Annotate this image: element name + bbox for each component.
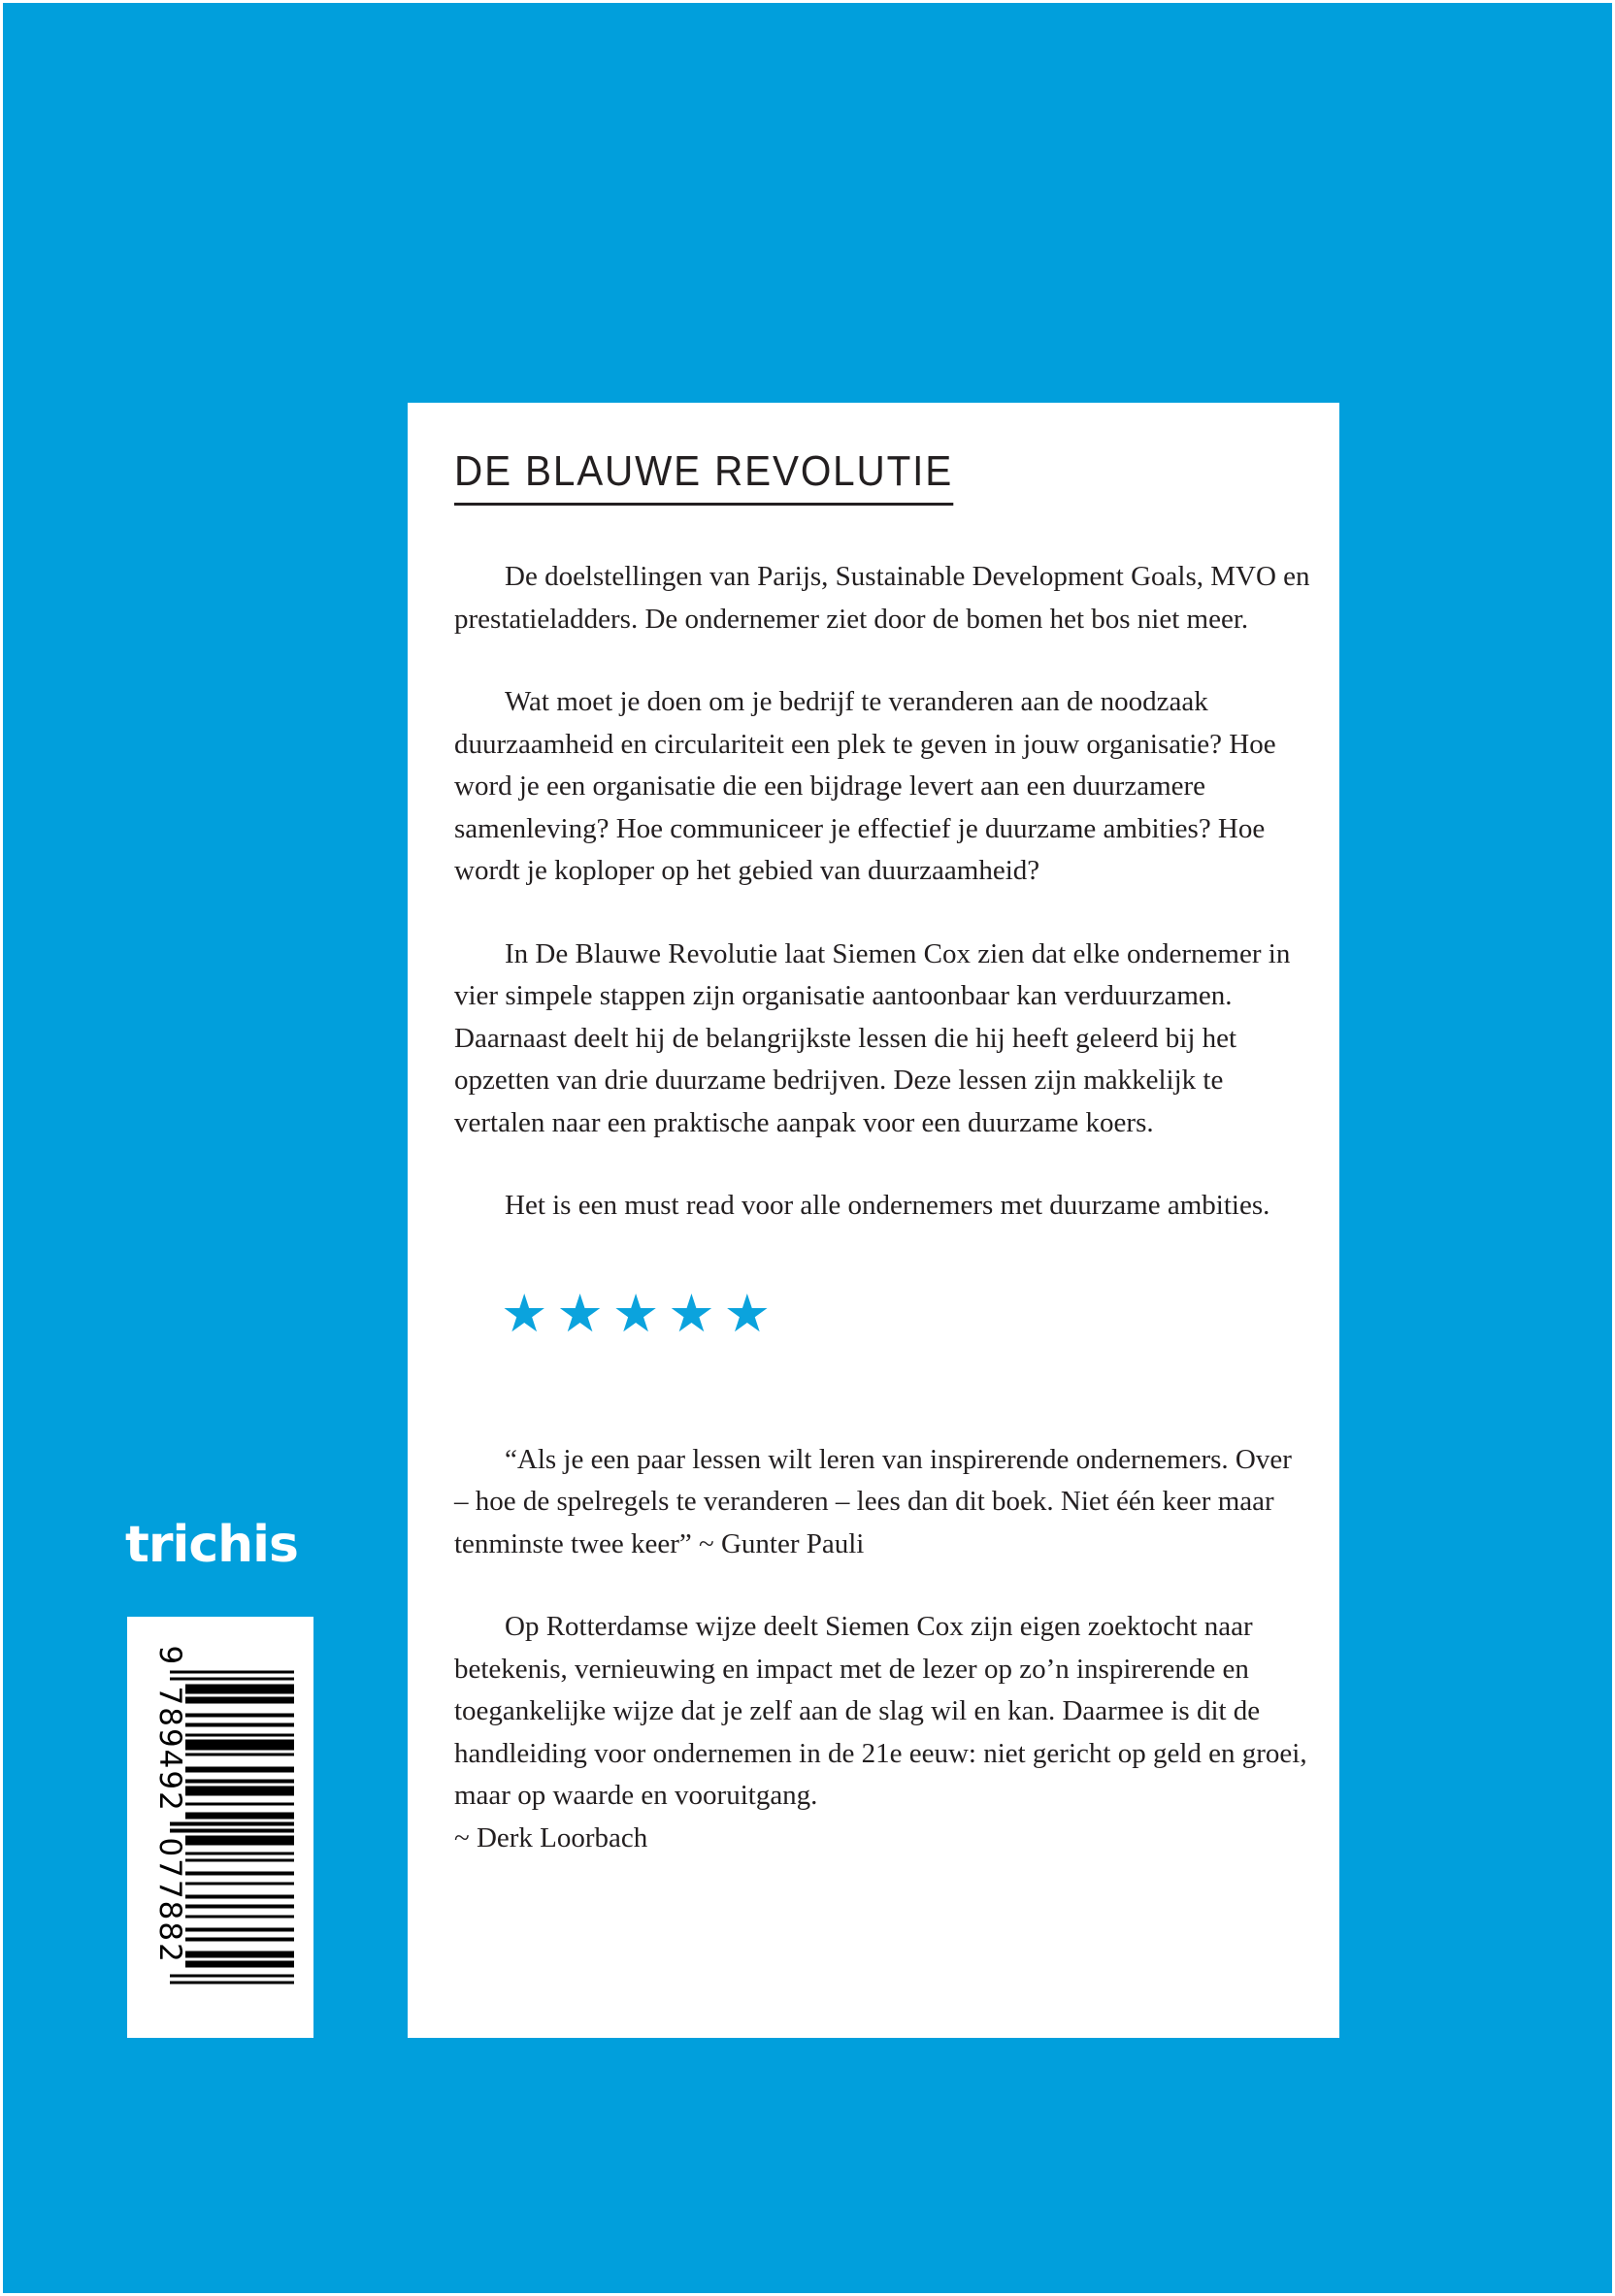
back-cover-text-panel [408,403,1339,2038]
barcode [147,1645,294,1998]
quote-attribution: ~ Derk Loorbach [454,1821,648,1853]
quote-gunter-pauli: “Als je een paar lessen wilt leren van inspirerende ondernemers. Over – hoe de spelregels te veranderen – lees dan dit boek. Niet één keer maar tenminste twee keer” ~ Gunter Pauli [454,1443,1292,1559]
synopsis-paragraph: Wat moet je doen om je bedrijf te veranderen aan de noodzaak duurzaamheid en circulariteit een plek te geven in jouw organisatie? Hoe word je een organisatie die een bijdrage levert aan een duurzamere samenleving? Hoe communiceer je effectief je duurzame ambities? Hoe wordt je koploper op het gebied van duurzaamheid? [454,686,1276,886]
book-title: DE BLAUWE REVOLUTIE [454,447,953,506]
publisher-logo-trichis: trichis [125,1516,298,1574]
barcode-digit-group-2: 077882 [152,1837,187,1964]
quote-derk-loorbach: Op Rotterdamse wijze deelt Siemen Cox zijn eigen zoektocht naar betekenis, vernieuwing en impact met de lezer op zo’n inspirerende en toegankelijke wijze dat je zelf aan de slag wil en kan. Daarmee is dit de handleiding voor ondernemen in de 21e eeuw: niet gericht op geld en groei, maar op waarde en vooruitgang. [454,1611,1307,1811]
synopsis [454,556,1312,1859]
barcode-digit-group-1: 789492 [152,1686,187,1813]
barcode-panel [127,1617,313,2038]
barcode-lead-digit: 9 [152,1645,187,1665]
synopsis-paragraph: De doelstellingen van Parijs, Sustainable Development Goals, MVO en prestatieladders. De ondernemer ziet door de bomen het bos niet meer. [454,561,1310,635]
barcode-digits [147,1645,189,1998]
five-star-rating-icons: ★★★★★ [501,1282,780,1344]
synopsis-paragraph: Het is een must read voor alle ondernemers met duurzame ambities. [505,1190,1270,1221]
synopsis-paragraph: In De Blauwe Revolutie laat Siemen Cox zien dat elke ondernemer in vier simpele stappen zijn organisatie aantoonbaar kan verduurzamen. Daarnaast deelt hij de belangrijkste lessen die hij heeft geleerd bij het opzetten van drie duurzame bedrijven. Deze lessen zijn makkelijk te vertalen naar een praktische aanpak voor een duurzame koers. [454,937,1291,1138]
